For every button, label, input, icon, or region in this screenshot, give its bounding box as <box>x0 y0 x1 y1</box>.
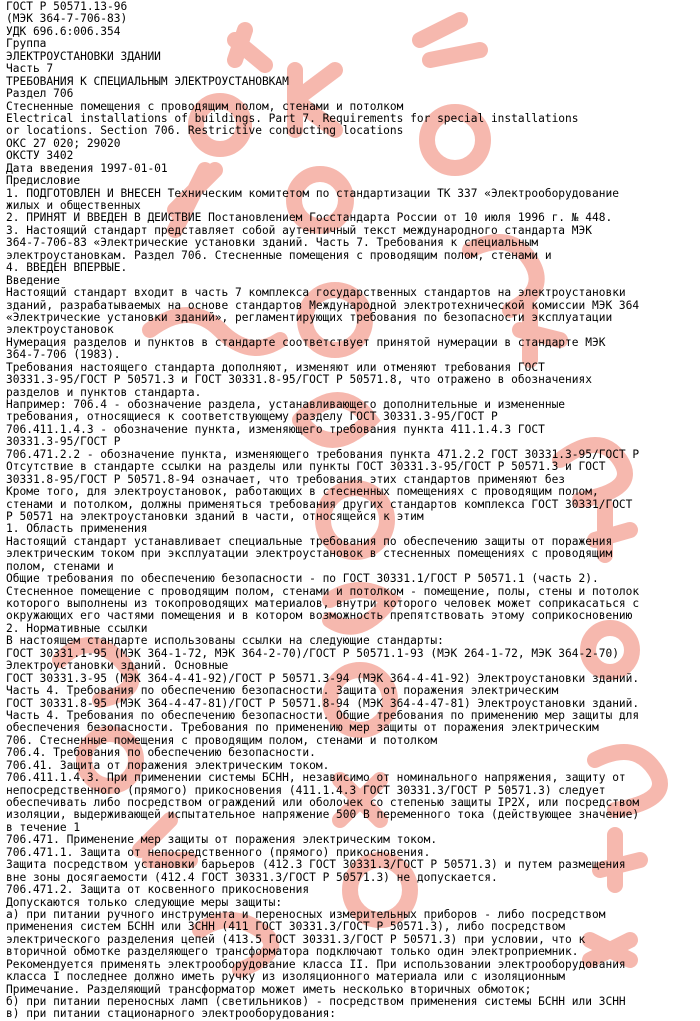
document-line: Рекомендуется применять электрооборудование класса II. При использовании электрооборудования <box>6 958 626 971</box>
document-line: в) при питании стационарного электрооборудования: <box>6 1008 337 1021</box>
document-line: 3. Настоящий стандарт представляет собой аутентичный текст международного стандарта МЭК <box>6 224 592 237</box>
document-line: Часть 7 <box>6 63 54 76</box>
document-line: класса I последнее должно иметь ручку из изоляционного материала или с изоляционным <box>6 971 566 984</box>
document-line: жилых и общественных <box>6 200 141 212</box>
document-line: стенами и потолком, должны применяться требования других стандартов комплекса ГОСТ 30331/ГОСТ <box>6 498 633 511</box>
document-line: которого выполнены из токопроводящих материалов, внутри которого человек может соприкасаться с <box>6 598 640 610</box>
document-line: 706.471.2.2 - обозначение пункта, изменяющего требования пункта 471.2.2 ГОСТ 30331.3-95/ГОСТ Р <box>6 448 640 461</box>
document-line: Например: 706.4 - обозначение раздела, устанавливающего дополнительные и измененные <box>6 399 566 411</box>
document-line: 2. Нормативные ссылки <box>6 622 148 635</box>
document-line: ОКСТУ 3402 <box>6 150 74 163</box>
document-line: применения систем БСНН или ЗСНН (411 ГОСТ 30331.3/ГОСТ Р 50571.3), либо посредством <box>6 921 566 934</box>
document-line: электроустановок <box>6 324 114 337</box>
document-line: Нумерация разделов и пунктов в стандарте соответствует принятой нумерации в стандарте МЭК <box>6 336 606 349</box>
document-line: Стесненное помещение с проводящим полом, стенами и потолком - помещение, полы, стены и потолок <box>6 585 640 598</box>
document-line: 30331.3-95/ГОСТ Р 50571.3 и ГОСТ 30331.8-95/ГОСТ Р 50571.8, что отражено в обозначениях <box>6 374 592 387</box>
document-line: 364-7-706 (1983). <box>6 349 121 362</box>
document-line: непосредственного (прямого) прикосновения (411.1.4.3 ГОСТ 30331.3/ГОСТ Р 50571.3) следует <box>6 784 606 797</box>
document-line: 364-7-706-83 «Электрические установки зданий. Часть 7. Требования к специальным <box>6 237 539 250</box>
document-line: обеспечивать либо посредством ограждений или оболочек со степенью защиты IP2X, или посредством <box>6 797 640 809</box>
document-line: Электроустановки зданий. Основные <box>6 660 229 673</box>
document-line: ГОСТ 30331.1-95 (МЭК 364-1-72, МЭК 364-2-70)/ГОСТ Р 50571.1-93 (МЭК 264-1-72, МЭК 364-2-70) <box>6 647 619 660</box>
document-line: ТРЕБОВАНИЯ К СПЕЦИАЛЬНЫМ ЭЛЕКТРОУСТАНОВКАМ <box>6 75 289 88</box>
document-line: 706.41. Защита от поражения электрическим током. <box>6 759 330 772</box>
document-line: Отсутствие в стандарте ссылки на разделы или пункты ГОСТ 30331.3-95/ГОСТ Р 50571.3 и ГОСТ <box>6 461 606 474</box>
document-line: Часть 4. Требования по обеспечению безопасности. Защита от поражения электрическим <box>6 685 559 698</box>
document-line: Часть 4. Требования по обеспечению безопасности. Общие требования по применению мер защиты для <box>6 709 640 722</box>
document-line: 1. ПОДГОТОВЛЕН И ВНЕСЕН Техническим комитетом по стандартизации ТК 337 «Электрооборудование <box>6 187 619 200</box>
document-line: 2. ПРИНЯТ И ВВЕДЕН В ДЕЙСТВИЕ Постановлением Госстандарта России от 10 июля 1996 г. № 448. <box>6 212 613 225</box>
document-line: 706.4. Требования по обеспечению безопасности. <box>6 747 316 760</box>
document-line: Electrical installations of buildings. Part 7. Requirements for special installations <box>6 112 579 125</box>
document-line: 1. Область применения <box>6 523 148 536</box>
document-line: изоляции, выдерживающей испытательное напряжение 500 В переменного тока (действующее значение) <box>6 809 640 822</box>
document-line: вторичной обмотке разделяющего трансформатора подключают только один электроприемник. <box>6 946 579 959</box>
document-line: Требования настоящего стандарта дополняют, изменяют или отменяют требования ГОСТ <box>6 361 545 374</box>
document-line: Защита посредством установки барьеров (412.3 ГОСТ 30331.3/ГОСТ Р 50571.3) и путем размещения <box>6 859 626 872</box>
document-line: ОКС 27 020; 29020 <box>6 137 121 150</box>
document-line: вне зоны досягаемости (412.4 ГОСТ 30331.3/ГОСТ Р 50571.3) не допускается. <box>6 871 498 884</box>
document-line: 4. ВВЕДЕН ВПЕРВЫЕ. <box>6 262 128 275</box>
document-line: ГОСТ 30331.3-95 (МЭК 364-4-41-92)/ГОСТ Р 50571.3-94 (МЭК 364-4-41-92) Электроустановки зданий. <box>6 672 640 685</box>
document-line: 30331.3-95/ГОСТ Р <box>6 436 121 449</box>
document-line: Настоящий стандарт устанавливает специальные требования по обеспечению защиты от поражения <box>6 535 613 548</box>
document-line: Группа <box>6 38 47 51</box>
document-line: ЭЛЕКТРОУСТАНОВКИ ЗДАНИЙ <box>6 50 161 63</box>
document-line: электрического разделения цепей (413.5 ГОСТ 30331.3/ГОСТ Р 50571.3) при условии, что к <box>6 933 586 946</box>
document-line: Предисловие <box>6 175 81 188</box>
document-line: Р 50571 на электроустановки зданий в части, относящейся к этим <box>6 510 424 523</box>
document-line: электрическим током при эксплуатации электроустановок в стесненных помещениях с проводящим <box>6 548 613 561</box>
document-line: (МЭК 364-7-706-83) <box>6 13 128 26</box>
document-line: обеспечения безопасности. Требования по применению мер защиты от поражения электрическим <box>6 722 599 735</box>
document-line: Примечание. Разделяющий трансформатор может иметь несколько вторичных обмоток; <box>6 983 532 996</box>
document-line: электроустановкам. Раздел 706. Стесненные помещения с проводящим полом, стенами и <box>6 249 552 262</box>
document-line: «Электрические установки зданий», регламентирующих требования по безопасности эксплуатации <box>6 311 613 324</box>
document-line: б) при питании переносных ламп (светильников) - посредством применения системы БСНН или ЗСНН <box>6 996 626 1008</box>
document-line: 706.471.1. Защита от непосредственного (прямого) прикосновения. <box>6 846 431 859</box>
document-line: а) при питании ручного инструмента и переносных измерительных приборов - либо посредством <box>6 908 606 921</box>
document-line: требования, относящиеся к соответствующему разделу ГОСТ 30331.3-95/ГОСТ Р <box>6 411 498 424</box>
document-line: ГОСТ 30331.8-95 (МЭК 364-4-47-81)/ГОСТ Р 50571.8-94 (МЭК 364-4-47-81) Электроустановки зданий. <box>6 697 640 710</box>
document-line: Кроме того, для электроустановок, работающих в стесненных помещениях с проводящим полом, <box>6 486 599 499</box>
document-line: ГОСТ Р 50571.13-96 <box>6 1 128 13</box>
document-line: В настоящем стандарте использованы ссылки на следующие стандарты: <box>6 635 444 648</box>
document-line: Допускаются только следующие меры защиты: <box>6 896 283 909</box>
document-line: Общие требования по обеспечению безопасности - по ГОСТ 30331.1/ГОСТ Р 50571.1 (часть 2). <box>6 573 599 586</box>
document-line: 706. Стесненные помещения с проводящим полом, стенами и потолком <box>6 734 438 747</box>
document-line: or locations. Section 706. Restrictive conducting locations <box>6 125 404 138</box>
document-line: полом, стенами и <box>6 560 114 573</box>
document-line: УДК 696.6:006.354 <box>6 25 121 38</box>
document-line: 706.411.1.4.3 - обозначение пункта, изменяющего требования пункта 411.1.4.3 ГОСТ <box>6 423 545 436</box>
document-line: Раздел 706 <box>6 88 74 101</box>
document-line: 30331.8-95/ГОСТ Р 50571.8-94 означает, что требования этих стандартов применяют без <box>6 473 566 486</box>
document-line: зданий, разрабатываемых на основе стандартов Международной электротехнической комиссии МЭК 364 <box>6 299 640 312</box>
document-line: разделов и пунктов стандарта. <box>6 386 202 399</box>
document-line: в течение 1 <box>6 821 81 834</box>
document-line: окружающих его частями помещения и в котором возможность препятствовать этому соприкосновению <box>6 610 633 623</box>
document-line: Дата введения 1997-01-01 <box>6 162 168 175</box>
document-line: Стесненные помещения с проводящим полом, стенами и потолком <box>6 100 404 113</box>
document-line: Введение <box>6 274 60 287</box>
document-line: 706.411.1.4.3. При применении системы БСНН, независимо от номинального напряжения, защиту от <box>6 772 626 785</box>
document-line: 706.471.2. Защита от косвенного прикосновения <box>6 884 310 897</box>
document-line: 706.471. Применение мер защиты от поражения электрическим током. <box>6 834 438 847</box>
document-line: Настоящий стандарт входит в часть 7 комплекса государственных стандартов на электроустановки <box>6 287 626 300</box>
